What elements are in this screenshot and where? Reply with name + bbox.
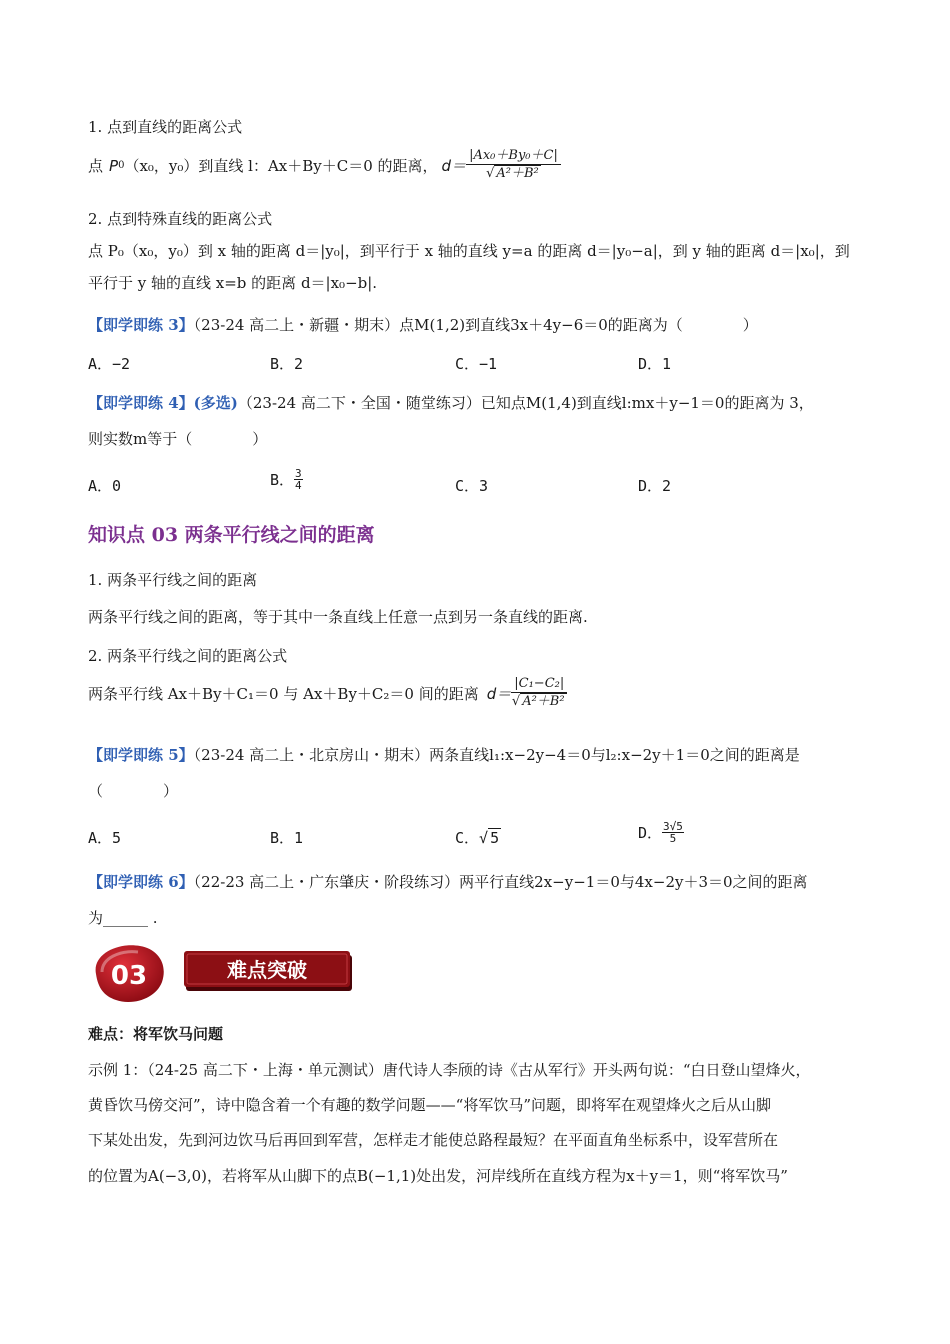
difficulty-line-4: 的位置为A(−3,0)，若将军从山脚下的点B(−1,1)处出发，河岸线所在直线方程为x＋y＝1，则“将军饮马” [88, 1167, 788, 1185]
item1-coords: （x₀，y₀）到直线 l：Ax＋By＋C＝0 的距离， [124, 157, 438, 175]
exercise-5-text: （23-24 高二上・北京房山・期末）两条直线l₁:x−2y−4＝0与l₂:x−2y＋1＝0之间的距离是 [193, 746, 800, 764]
exercise-3-text: （23-24 高二上・新疆・期末）点M(1,2)到直线3x＋4y−6＝0的距离为（ ） [193, 316, 758, 334]
section-3-item2-d: d＝ [486, 685, 512, 703]
item1-d: d＝ [441, 157, 467, 175]
exercise-3 [88, 314, 758, 335]
exercise-5-option-c-prefix: C． [455, 829, 480, 847]
exercise-6 [88, 871, 808, 892]
section-3-fraction-den: √ A²＋B² [511, 694, 565, 709]
difficulty-line-3: 下某处出发，先到河边饮马后再回到军营，怎样走才能使总路程最短？在平面直角坐标系中，设军营所在 [88, 1131, 779, 1149]
exercise-5-option-d-fraction [662, 821, 684, 844]
section-3-fraction [511, 676, 567, 711]
exercise-5-text2: （ ） [88, 782, 179, 800]
difficulty-line-1: 示例 1：（24-25 高二下・上海・单元测试）唐代诗人李颀的诗《古从军行》开头两句说：“白日登山望烽火， [88, 1061, 811, 1079]
item2-line2: 平行于 y 轴的直线 x=b 的距离 d＝|x₀−b|. [88, 274, 378, 292]
section-3-fraction-num: |C₁−C₂| [511, 676, 567, 693]
exercise-4-option-b-prefix: B． [270, 471, 295, 489]
exercise-5-option-d-num: 3√5 [663, 820, 683, 833]
item2-line1: 点 P₀（x₀，y₀）到 x 轴的距离 d＝|y₀|，到平行于 x 轴的直线 y=a 的距离 d＝|y₀−a|，到 y 轴的距离 d＝|x₀|，到 [88, 242, 850, 260]
item1-fraction [466, 148, 561, 183]
item1-fraction-den: √ A²＋B² [486, 166, 539, 181]
section-badge [88, 940, 170, 1006]
exercise-6-text: （22-23 高二上・广东肇庆・阶段练习）两平行直线2x−y−1＝0与4x−2y＋3＝0之间的距离 [193, 873, 808, 891]
exercise-6-text2: 为______ . [88, 909, 158, 927]
banner-title: 难点突破 [227, 958, 307, 982]
item1-point: P [109, 156, 119, 175]
exercise-4-option-c: C．3 [455, 477, 489, 495]
exercise-3-option-b: B．2 [270, 355, 304, 373]
section-banner [184, 951, 354, 993]
item1-den-radicand: A²＋B² [496, 166, 539, 181]
exercise-6-tag: 【即学即练 6】 [88, 873, 194, 891]
exercise-3-option-a: A．−2 [88, 355, 131, 373]
exercise-5-option-d-prefix: D． [638, 824, 663, 842]
exercise-5-option-a: A．5 [88, 829, 122, 847]
exercise-5-option-d-den: 5 [669, 832, 677, 845]
exercise-3-option-d: D．1 [638, 355, 672, 373]
difficulty-line-2: 黄昏饮马傍交河”，诗中隐含着一个有趣的数学问题——“将军饮马”问题，即将军在观望烽火之后从山脚 [88, 1096, 772, 1114]
exercise-5-option-b: B．1 [270, 829, 304, 847]
section-3-heading: 知识点 03 两条平行线之间的距离 [88, 524, 375, 546]
badge-number: 03 [110, 961, 148, 991]
section-3-den-radicand: A²＋B² [522, 694, 565, 709]
exercise-4-tag: 【即学即练 4】 [88, 394, 194, 412]
item1-text-pre: 点 [88, 157, 104, 175]
exercise-4 [88, 392, 814, 413]
exercise-4-text2: 则实数m等于（ ） [88, 430, 268, 448]
exercise-4-option-d: D．2 [638, 477, 672, 495]
section-3-item1-title: 1. 两条平行线之间的距离 [88, 571, 258, 589]
exercise-3-tag: 【即学即练 3】 [88, 316, 194, 334]
exercise-5-option-c-val: 5 [490, 829, 500, 847]
exercise-5-option-c: C．√ 5 [455, 829, 500, 847]
exercise-4-option-b-fraction [294, 468, 303, 491]
exercise-4-option-b [270, 468, 303, 491]
item1-formula-line [88, 148, 561, 183]
section-3-item2-text: 两条平行线 Ax＋By＋C₁＝0 与 Ax＋By＋C₂＝0 间的距离 [88, 685, 479, 703]
section-3-formula-line [88, 676, 567, 711]
exercise-5-option-d [638, 821, 684, 844]
difficulty-title: 难点：将军饮马问题 [88, 1025, 224, 1043]
exercise-5 [88, 744, 800, 765]
item1-fraction-num: |Ax₀＋By₀＋C| [466, 148, 561, 165]
exercise-3-option-c: C．−1 [455, 355, 498, 373]
section-3-item2-title: 2. 两条平行线之间的距离公式 [88, 647, 288, 665]
exercise-4-text: （23-24 高二下・全国・随堂练习）已知点M(1,4)到直线l:mx＋y−1＝0的距离为 3， [237, 394, 814, 412]
section-3-item1-text: 两条平行线之间的距离，等于其中一条直线上任意一点到另一条直线的距离. [88, 608, 588, 626]
exercise-4-option-b-num: 3 [295, 467, 302, 480]
exercise-4-multi: (多选) [193, 394, 238, 412]
exercise-5-tag: 【即学即练 5】 [88, 746, 194, 764]
item2-title: 2. 点到特殊直线的距离公式 [88, 210, 273, 228]
exercise-4-option-b-den: 4 [295, 479, 302, 492]
item1-title: 1. 点到直线的距离公式 [88, 118, 243, 136]
exercise-4-option-a: A．0 [88, 477, 122, 495]
item1-point-sub: 0 [118, 160, 125, 171]
